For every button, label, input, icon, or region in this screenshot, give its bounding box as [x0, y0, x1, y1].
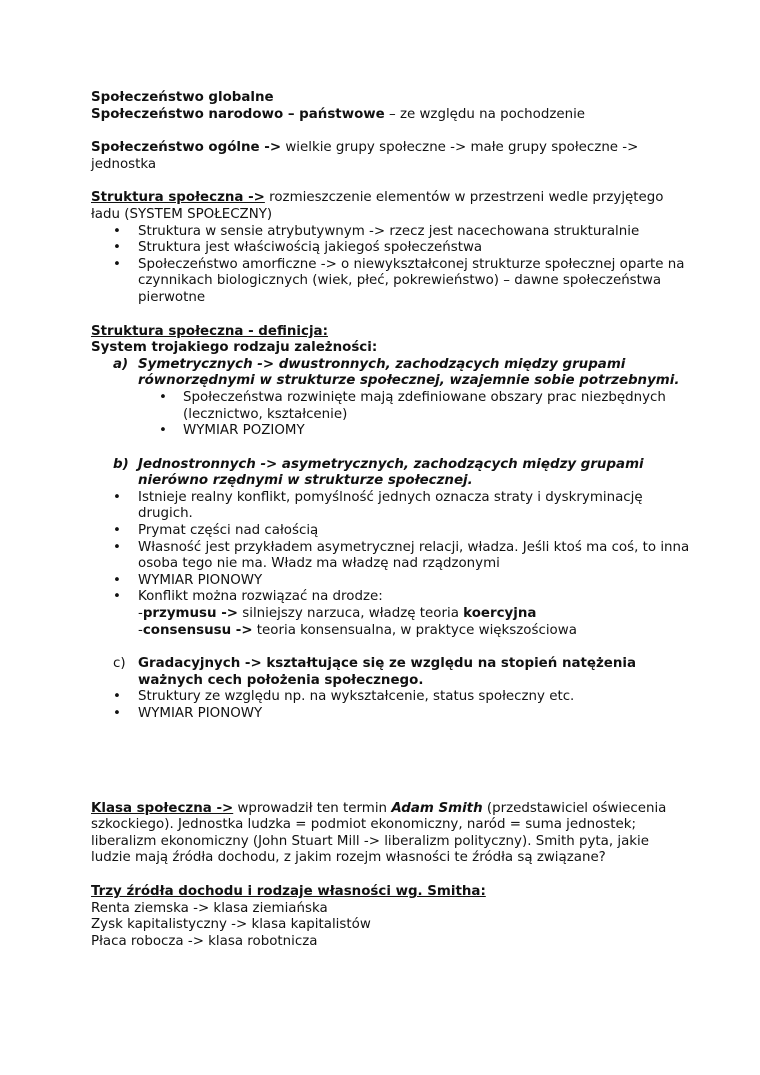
conflict-coercion: -przymusu -> silniejszy narzuca, władzę teoria koercyjna [138, 606, 537, 622]
section-social-class [91, 801, 691, 867]
section-social-structure [91, 190, 691, 223]
list-item: • WYMIAR PIONOWY [91, 706, 691, 723]
item-c-list [91, 689, 691, 722]
social-structure-list [91, 224, 691, 307]
general-society-desc: wielkie grupy społeczne -> małe grupy społeczne -> jednostka [91, 140, 639, 172]
income-line: Zysk kapitalistyczny -> klasa kapitalistów [91, 917, 371, 933]
coercive-theory-term: koercyjna [463, 606, 537, 622]
item-c-text: Gradacyjnych -> kształtujące się ze względu na stopień natężenia ważnych cech położenia społecznego. [138, 656, 637, 688]
income-line: Renta ziemska -> klasa ziemiańska [91, 900, 328, 916]
list-item: • Struktury ze względu np. na wykształcenie, status społeczny etc. [91, 689, 691, 706]
item-a-list [91, 390, 691, 440]
list-item: • Społeczeństwo amorficzne -> o niewykształconej strukturze społecznej oparte na czynnikach biologicznych (wiek, płeć, pokrewieństwo) – dawne społeczeństwa pierwotne [91, 257, 691, 307]
list-item: • Struktura w sensie atrybutywnym -> rzecz jest nacechowana strukturalnie [91, 224, 691, 241]
national-society-desc: – ze względu na pochodzenie [384, 106, 586, 122]
item-a-text: Symetrycznych -> dwustronnych, zachodzących między grupami równorzędnymi w strukturze społecznej, wzajemnie sobie potrzebnymi. [138, 356, 680, 389]
item-a-marker: a) [113, 356, 129, 372]
social-class-desc-1: wprowadził ten termin [233, 800, 392, 816]
coercion-term: przymusu -> [142, 606, 238, 622]
social-class-desc-2: (przedstawiciel oświecenia szkockiego). Jednostka ludzka = podmiot ekonomiczny, naród = suma jednostek; liberalizm ekonomiczny (John Stuart Mill -> liberalizm polityczny). Smith pyta, jakie ludzie mają źródła dochodu, z jakim rozejm własności te źródła są związane? [91, 800, 667, 866]
heading-global-society-text: Społeczeństwo globalne [91, 90, 274, 105]
section-structure-definition [91, 324, 691, 341]
list-item: • WYMIAR PIONOWY [91, 573, 691, 590]
item-b-asymmetric [91, 457, 691, 490]
general-society-term: Społeczeństwo ogólne -> [91, 140, 282, 156]
list-item: • Własność jest przykładem asymetrycznej relacji, władza. Jeśli ktoś ma coś, to inna osoba tego nie ma. Władz ma władzę nad rządzonymi [91, 540, 691, 573]
adam-smith-name: Adam Smith [391, 800, 483, 816]
social-structure-heading: Struktura społeczna -> [91, 190, 265, 206]
list-item: • Istnieje realny konflikt, pomyślność jednych oznacza straty i dyskryminację drugich. [91, 490, 691, 523]
dependency-system-title [91, 340, 691, 357]
consensus-desc: teoria konsensualna, w praktyce większościowa [252, 622, 577, 638]
list-item: • Prymat części nad całością [91, 523, 691, 540]
line-general-society [91, 140, 691, 173]
social-class-heading: Klasa społeczna -> [91, 800, 234, 816]
item-b-text: Jednostronnych -> asymetrycznych, zachodzących między grupami nierówno rzędnymi w strukturze społecznej. [138, 456, 644, 489]
item-a-symmetric [91, 357, 691, 390]
list-item-conflict [91, 589, 691, 639]
income-sources-heading: Trzy źródła dochodu i rodzaje własności wg. Smitha: [91, 883, 486, 899]
conflict-intro: • Konflikt można rozwiązać na drodze: [138, 589, 383, 605]
social-structure-desc: rozmieszczenie elementów w przestrzeni wedle przyjętego ładu (SYSTEM SPOŁECZNY) [91, 190, 664, 222]
item-b-list [91, 490, 691, 639]
list-item: • Społeczeństwa rozwinięte mają zdefiniowane obszary prac niezbędnych (lecznictwo, kształcenie) [91, 390, 691, 423]
line-national-society [91, 107, 691, 124]
item-c-gradational [91, 656, 691, 689]
national-society-term: Społeczeństwo narodowo – państwowe [91, 106, 385, 122]
income-line: Płaca robocza -> klasa robotnicza [91, 933, 318, 949]
coercion-desc: silniejszy narzuca, władzę teoria [237, 606, 464, 622]
structure-definition-heading: Struktura społeczna - definicja: [91, 323, 328, 339]
item-b-marker: b) [113, 456, 129, 472]
dependency-system-text: System trojakiego rodzaju zależności: [91, 340, 378, 356]
heading-global-society [91, 90, 691, 107]
list-item: • WYMIAR POZIOMY [91, 423, 691, 440]
conflict-consensus: -consensusu -> teoria konsensualna, w praktyce większościowa [138, 622, 577, 638]
section-income-sources [91, 884, 691, 901]
list-item: • Struktura jest właściwością jakiegoś społeczeństwa [91, 240, 691, 257]
document-body [91, 90, 691, 950]
consensus-term: consensusu -> [142, 622, 253, 638]
item-c-marker: c) [113, 656, 126, 672]
